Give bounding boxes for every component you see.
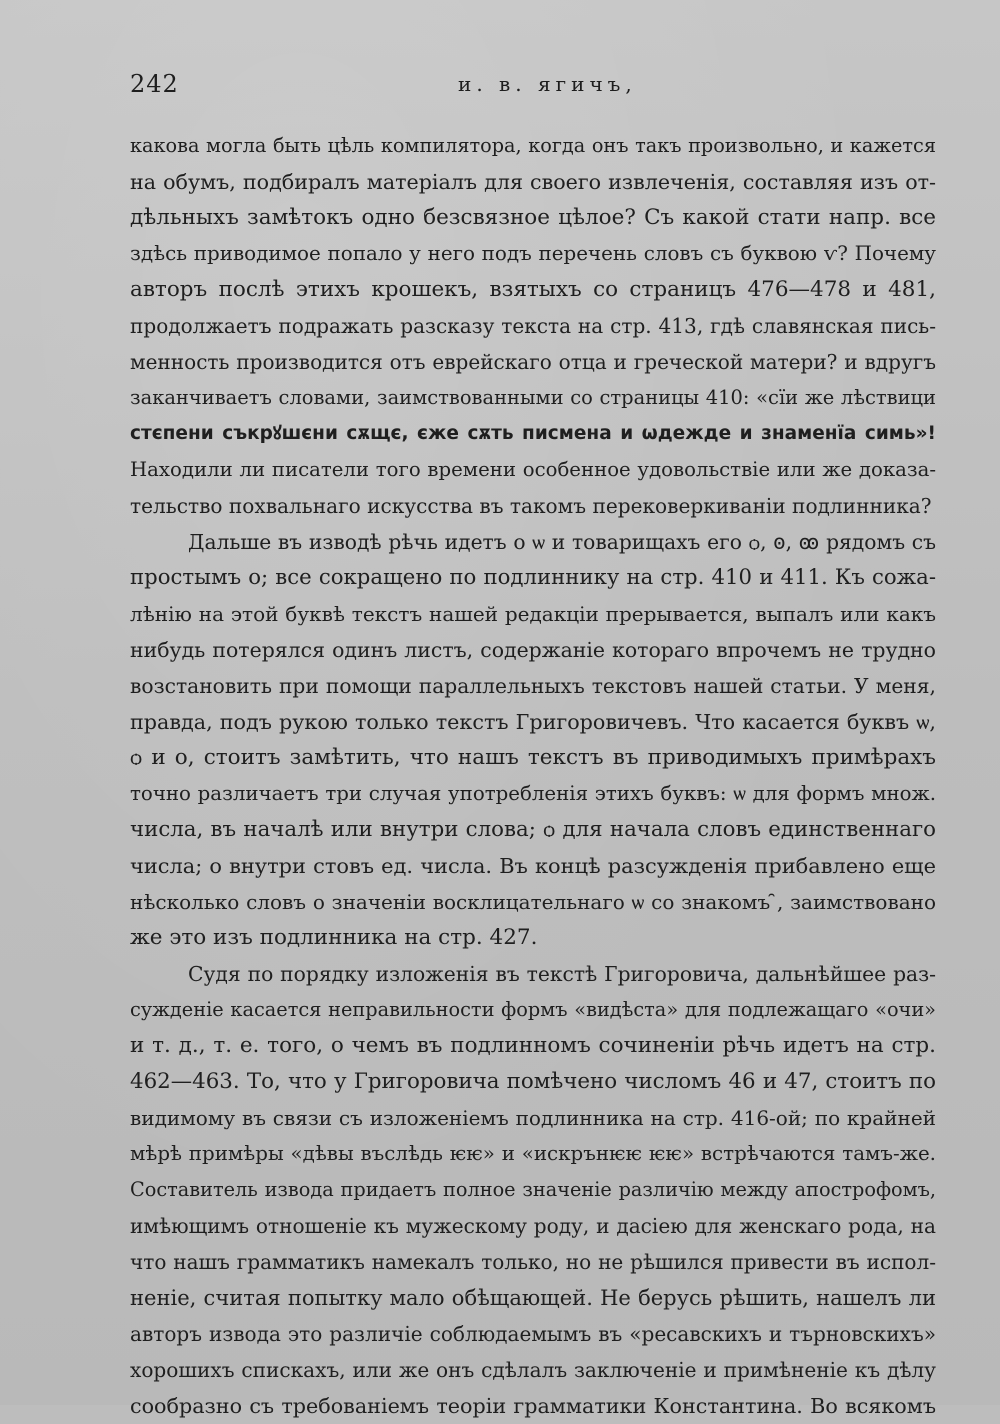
- text-line: на обумъ, подбиралъ матеріалъ для своего извлеченія, составляя изъ от-: [130, 170, 936, 194]
- text-line: сужденіе касается неправильности формъ «видѣста» для подлежащаго «очи»: [130, 998, 936, 1021]
- text-line: возстановить при помощи параллельныхъ текстовъ нашей статьи. У меня,: [130, 674, 936, 698]
- text-line: числа; о внутри стовъ ед. числа. Въ концѣ разсужденія прибавлено еще: [130, 854, 936, 878]
- page-header: [130, 70, 940, 110]
- text-line: авторъ послѣ этихъ крошекъ, взятыхъ со страницъ 476—478 и 481,: [130, 277, 936, 302]
- text-line: что нашъ грамматикъ намекалъ только, но не рѣшился привести въ испол-: [130, 1250, 936, 1274]
- text-line: 462—463. То, что у Григоровича помѣчено числомъ 46 и 47, стоитъ по: [130, 1069, 936, 1094]
- text-line: Составитель извода придаетъ полное значеніе различію между апострофомъ,: [130, 1178, 936, 1201]
- page-number: 242: [130, 70, 179, 98]
- text-line: простымъ о; все сокращено по подлиннику на стр. 410 и 411. Къ сожа-: [130, 565, 936, 590]
- text-line: менность производится отъ еврейскаго отца и греческой матери? и вдругъ: [130, 350, 936, 374]
- text-line: числа, въ началѣ или внутри слова; ѻ для начала словъ единственнаго: [130, 817, 936, 842]
- text-line: хорошихъ спискахъ, или же онъ сдѣлалъ заключеніе и примѣненіе къ дѣлу: [130, 1358, 936, 1382]
- text-line: видимому въ связи съ изложеніемъ подлинника на стр. 416-ой; по крайней: [130, 1106, 936, 1130]
- paragraph-start-line: Дальше въ изводѣ рѣчь идетъ о ѡ и товарищахъ его ѻ, ꙩ, ꙭ рядомъ съ: [188, 530, 936, 554]
- text-line: сообразно съ требованіемъ теоріи грамматики Константина. Во всякомъ: [130, 1394, 936, 1418]
- text-line: продолжаетъ подражать разсказу текста на стр. 413, гдѣ славянская пись-: [130, 314, 936, 338]
- text-line: мѣрѣ примѣры «дѣвы въслѣдь ѥѥ» и «искрънѥѥ ѥѥ» встрѣчаются тамъ-же.: [130, 1142, 936, 1165]
- text-line: какова могла быть цѣль компилятора, когда онъ такъ произвольно, и кажется: [130, 134, 936, 157]
- body-text: [130, 128, 936, 1424]
- text-line: точно различаетъ три случая употребленія этихъ буквъ: ѡ для формъ множ.: [130, 782, 936, 805]
- text-line: имѣющимъ отношеніе къ мужескому роду, и дасіею для женскаго рода, на: [130, 1214, 936, 1238]
- text-line: неніе, считая попытку мало обѣщающей. Не берусь рѣшить, нашелъ ли: [130, 1285, 936, 1310]
- text-line: ѻ и о, стоитъ замѣтить, что нашъ текстъ въ приводимыхъ примѣрахъ: [130, 745, 936, 770]
- text-line: нѣсколько словъ о значеніи восклицательнаго ѡ со знакомъ ̑, заимствовано: [130, 890, 936, 914]
- text-line: Находили ли писатели того времени особенное удовольствіе или же доказа-: [130, 458, 936, 481]
- text-line: лѣнію на этой буквѣ текстъ нашей редакціи прерывается, выпалъ или какъ: [130, 602, 936, 626]
- running-head: и. в. ягичъ,: [458, 72, 637, 96]
- text-line: нибудь потерялся одинъ листъ, содержаніе котораго впрочемъ не трудно: [130, 638, 936, 662]
- text-line: и т. д., т. е. того, о чемъ въ подлинномъ сочиненіи рѣчь идетъ на стр.: [130, 1033, 936, 1058]
- text-line: здѣсь приводимое попало у него подъ перечень словъ съ буквою ѵ? Почему: [130, 242, 936, 265]
- text-line: дѣльныхъ замѣтокъ одно безсвязное цѣлое? Съ какой стати напр. все: [130, 205, 936, 230]
- text-line: авторъ извода это различіе соблюдаемымъ въ «ресавскихъ и търновскихъ»: [130, 1322, 936, 1346]
- text-line: правда, подъ рукою только текстъ Григоровичевъ. Что касается буквъ ѡ,: [130, 710, 936, 734]
- text-line: тельство похвальнаго искусства въ такомъ перековеркиваніи подлинника?: [130, 494, 932, 518]
- paragraph-start-line: Судя по порядку изложенія въ текстѣ Григоровича, дальнѣйшее раз-: [188, 962, 936, 986]
- church-slavonic-quote-line: стєпени съкрꙋшєни сѫщє, єже сѫть писмена и ѡдежде и знаменїа симь»!: [130, 423, 936, 444]
- text-line: же это изъ подлинника на стр. 427.: [130, 925, 538, 950]
- text-line: заканчиваетъ словами, заимствованными со страницы 410: «сїи же лѣствици: [130, 386, 936, 409]
